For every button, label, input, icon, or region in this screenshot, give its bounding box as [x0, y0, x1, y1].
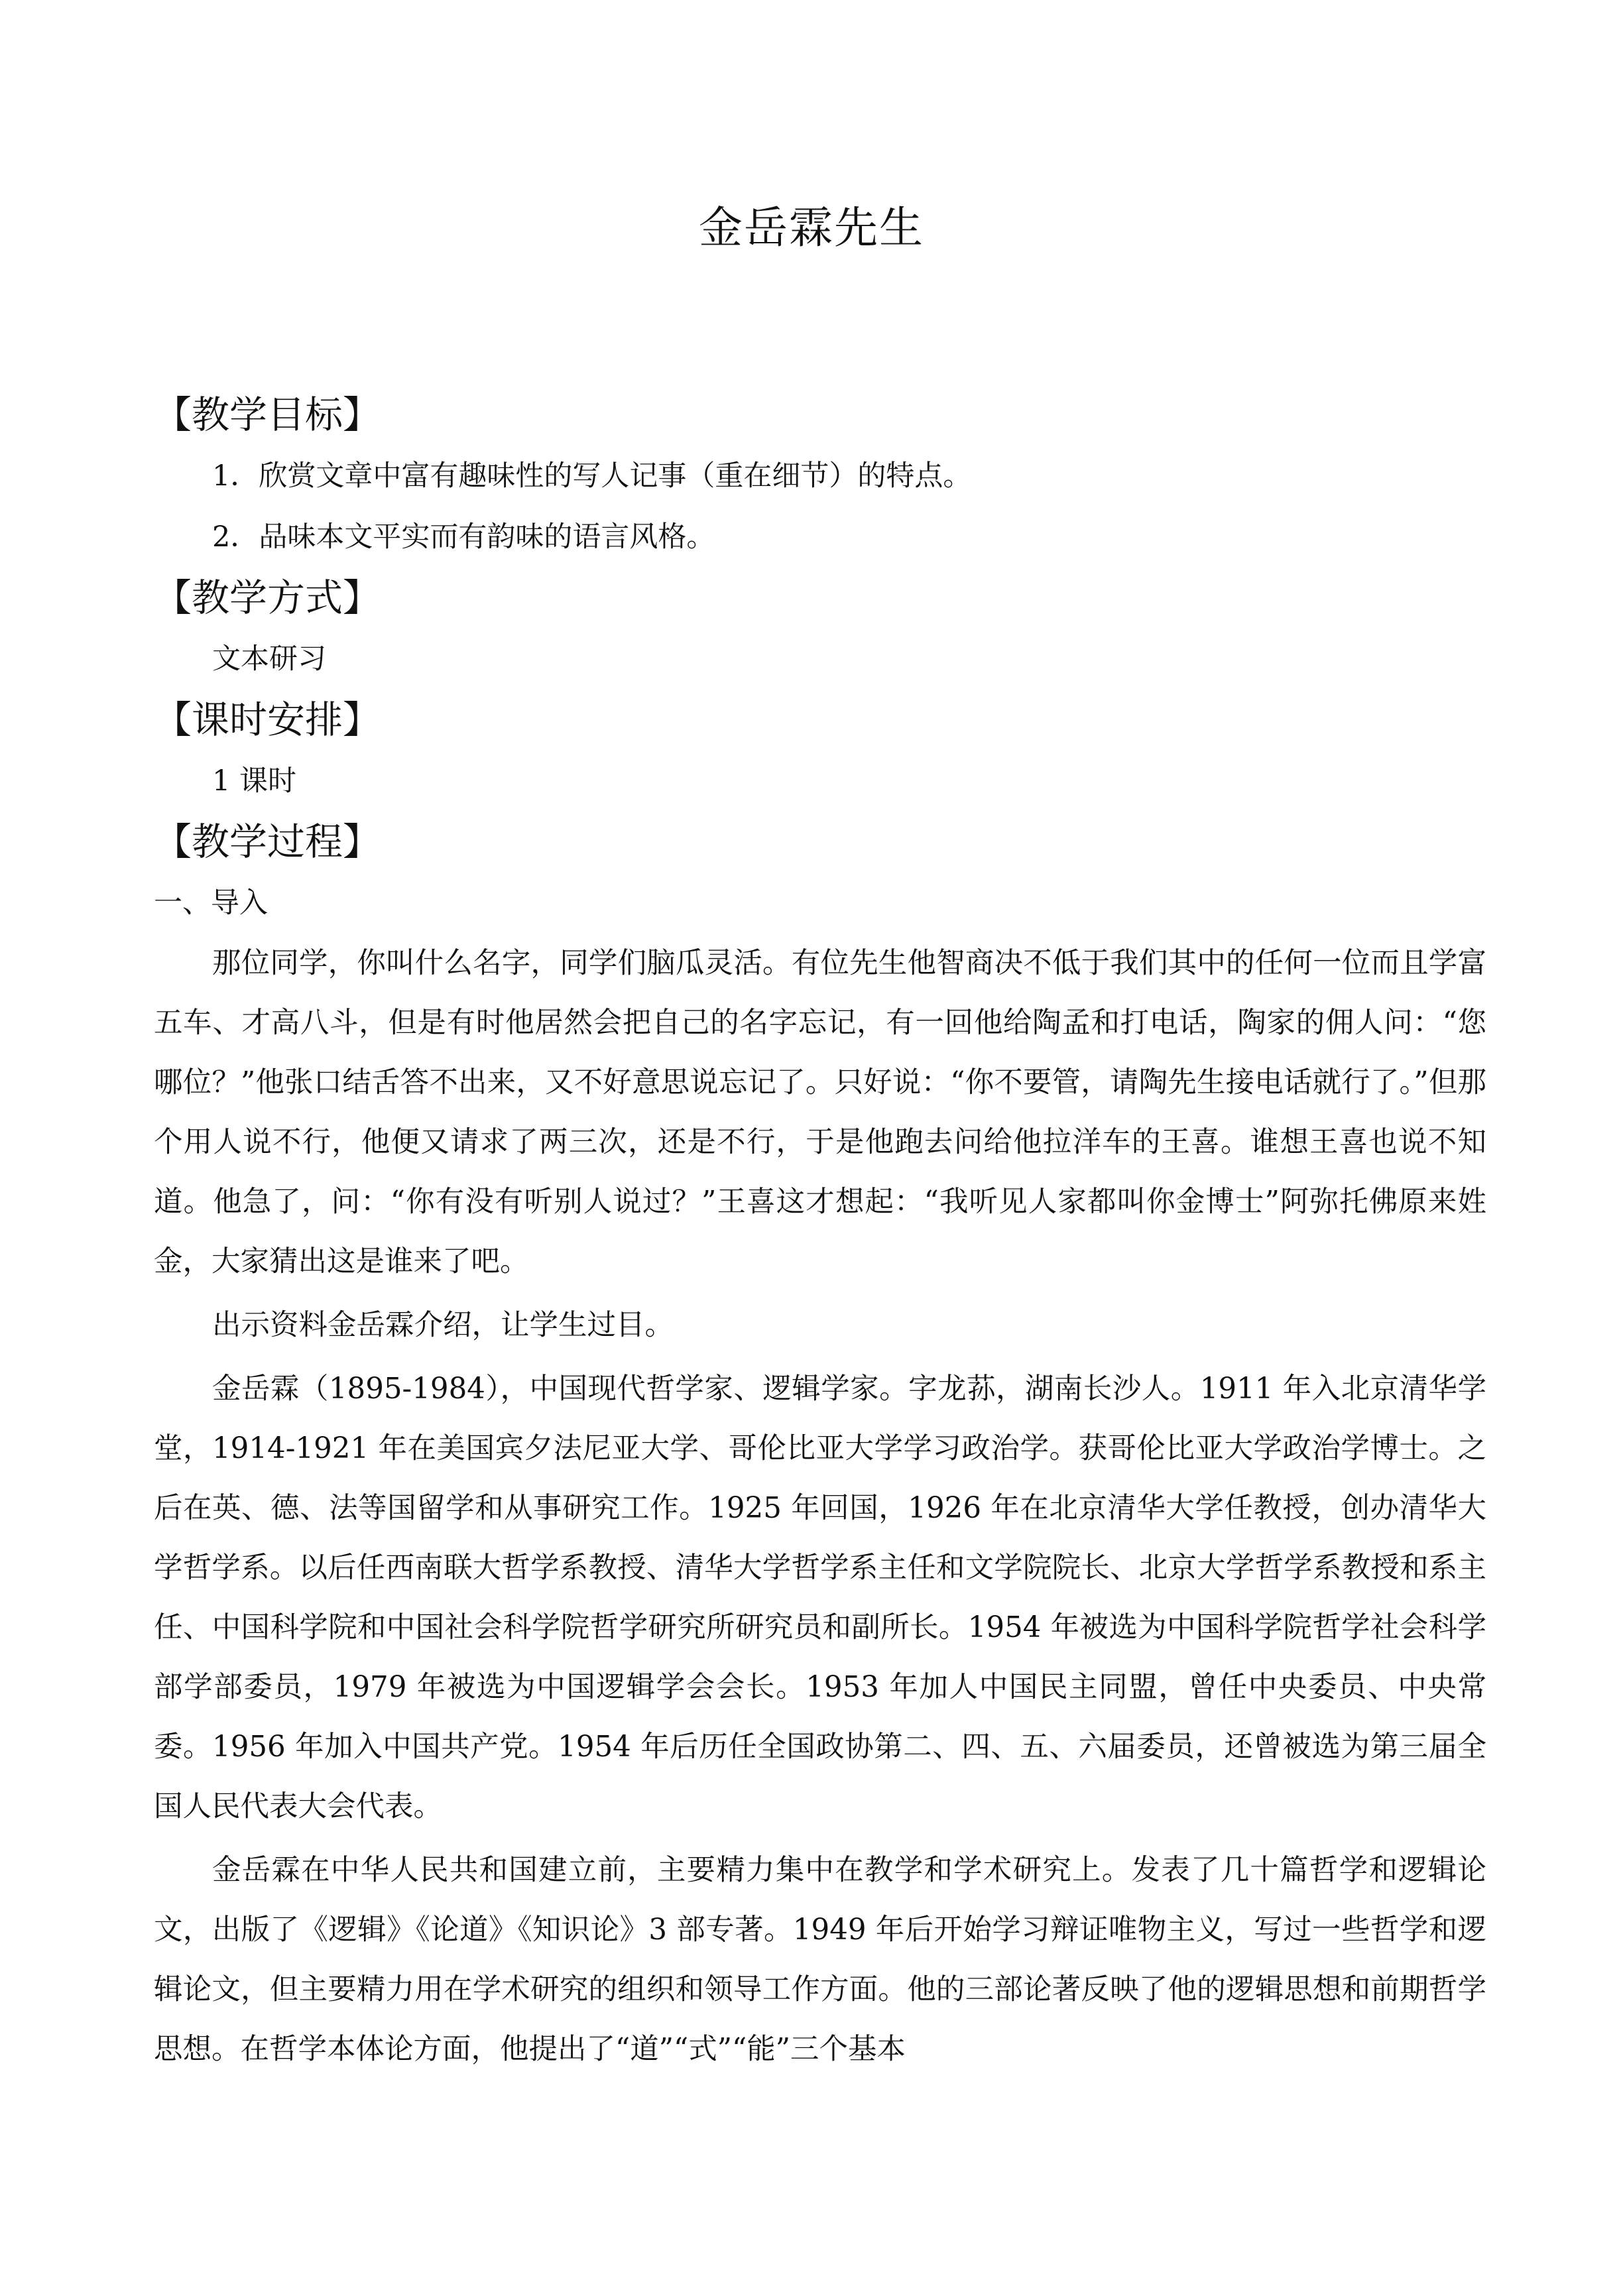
objective-item: 1．欣赏文章中富有趣味性的写人记事（重在细节）的特点。 [212, 459, 972, 493]
works-paragraph: 金岳霖在中华人民共和国建立前，主要精力集中在教学和学术研究上。发表了几十篇哲学和逻辑论文，出版了《逻辑》《论道》《知识论》3 部专著。1949 年后开始学习辩证唯物主义，写过一些哲学和逻辑论文，但主要精力用在学术研究的组织和领导工作方面。他的三部论著反映了他的逻辑思想和前期哲学思想。在哲学本体论方面，他提出了“道”“式”“能”三个基本 [154, 1854, 1486, 2066]
process-subheading: 一、导入 [154, 886, 268, 920]
document-body [154, 385, 1486, 2079]
method-text: 文本研习 [212, 642, 326, 676]
schedule-text: 1 课时 [212, 764, 297, 798]
method-heading: 【教学方式】 [154, 576, 381, 620]
intro-paragraph: 那位同学，你叫什么名字，同学们脑瓜灵活。有位先生他智商决不低于我们其中的任何一位而且学富五车、才高八斗，但是有时他居然会把自己的名字忘记，有一回他给陶孟和打电话，陶家的佣人问：“您哪位？”他张口结舌答不出来，又不好意思说忘记了。只好说：“你不要管，请陶先生接电话就行了。”但那个用人说不行，他便又请求了两三次，还是不行，于是他跑去问给他拉洋车的王喜。谁想王喜也说不知道。他急了，问：“你有没有听别人说过？”王喜这才想起：“我听见人家都叫你金博士”阿弥托佛原来姓金，大家猜出这是谁来了吧。 [154, 947, 1486, 1278]
objective-item: 2．品味本文平实而有韵味的语言风格。 [212, 520, 715, 554]
process-heading: 【教学过程】 [154, 820, 381, 864]
schedule-heading: 【课时安排】 [154, 698, 381, 742]
document-title: 金岳霖先生 [699, 202, 924, 253]
bio-paragraph: 金岳霖（1895-1984），中国现代哲学家、逻辑学家。字龙荪，湖南长沙人。1911 年入北京清华学堂，1914-1921 年在美国宾夕法尼亚大学、哥伦比亚大学学习政治学。获哥伦比亚大学政治学博士。之后在英、德、法等国留学和从事研究工作。1925 年回国，1926 年在北京清华大学任教授，创办清华大学哲学系。以后任西南联大哲学系教授、清华大学哲学系主任和文学院院长、北京大学哲学系教授和系主任、中国科学院和中国社会科学院哲学研究所研究员和副所长。1954 年被选为中国科学院哲学社会科学部学部委员，1979 年被选为中国逻辑学会会长。1953 年加人中国民主同盟，曾任中央委员、中央常委。1956 年加入中国共产党。1954 年后历任全国政协第二、四、五、六届委员，还曾被选为第三届全国人民代表大会代表。 [154, 1372, 1486, 1823]
objectives-heading: 【教学目标】 [154, 393, 381, 437]
instruction-paragraph: 出示资料金岳霖介绍，让学生过目。 [212, 1309, 674, 1342]
